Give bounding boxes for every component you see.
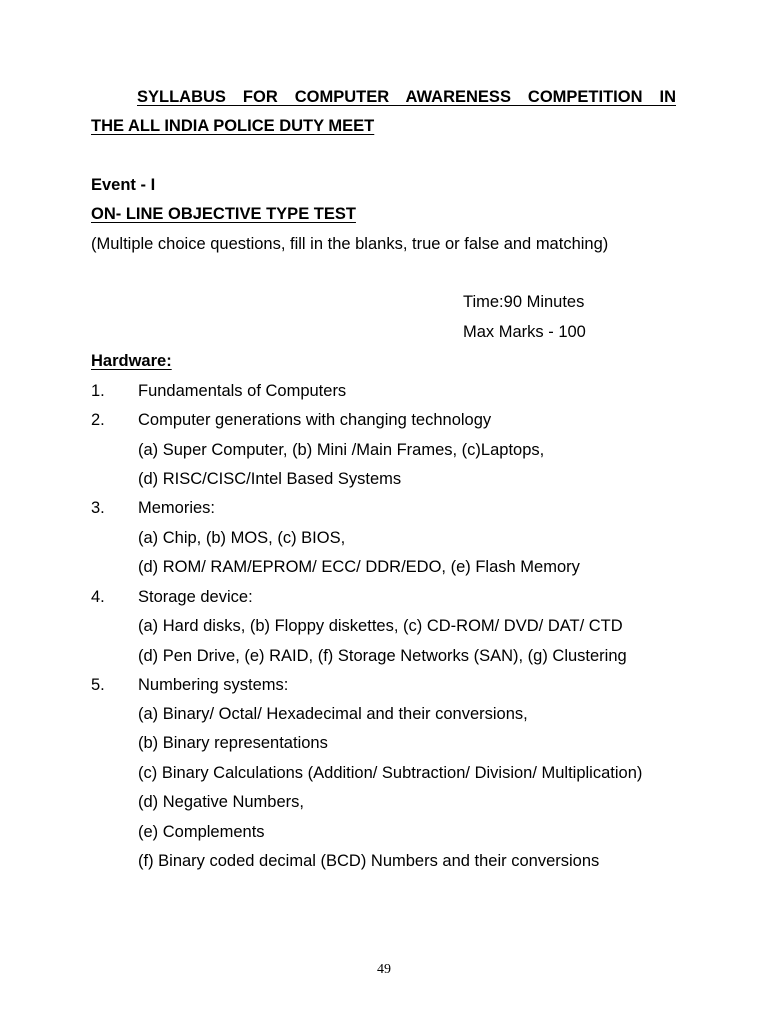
item-text: Numbering systems: bbox=[138, 676, 289, 694]
sub-item: (e) Complements bbox=[138, 823, 265, 841]
event-description: (Multiple choice questions, fill in the blanks, true or false and matching) bbox=[91, 235, 609, 253]
item-number: 1. bbox=[91, 382, 105, 400]
item-number: 2. bbox=[91, 411, 105, 429]
sub-item: (a) Super Computer, (b) Mini /Main Frames, (c)Laptops, bbox=[138, 441, 545, 459]
sub-item: (d) RISC/CISC/Intel Based Systems bbox=[138, 470, 402, 488]
sub-item: (d) Pen Drive, (e) RAID, (f) Storage Networks (SAN), (g) Clustering bbox=[138, 647, 627, 665]
section-heading: Hardware: bbox=[91, 352, 172, 370]
item-text: Computer generations with changing technology bbox=[138, 411, 492, 429]
sub-item: (a) Binary/ Octal/ Hexadecimal and their conversions, bbox=[138, 705, 528, 723]
max-marks-info: Max Marks - 100 bbox=[463, 323, 586, 341]
time-info: Time:90 Minutes bbox=[463, 293, 585, 311]
sub-item: (a) Chip, (b) MOS, (c) BIOS, bbox=[138, 529, 346, 547]
sub-item: (f) Binary coded decimal (BCD) Numbers and their conversions bbox=[138, 852, 600, 870]
sub-item: (b) Binary representations bbox=[138, 734, 328, 752]
sub-item: (c) Binary Calculations (Addition/ Subtraction/ Division/ Multiplication) bbox=[138, 764, 643, 782]
title-line-2: THE ALL INDIA POLICE DUTY MEET bbox=[91, 117, 375, 135]
item-number: 3. bbox=[91, 499, 105, 517]
event-label: Event - I bbox=[91, 176, 156, 194]
event-name: ON- LINE OBJECTIVE TYPE TEST bbox=[91, 205, 356, 223]
item-text: Memories: bbox=[138, 499, 216, 517]
page-number: 49 bbox=[377, 962, 391, 977]
sub-item: (d) Negative Numbers, bbox=[138, 793, 304, 811]
item-text: Fundamentals of Computers bbox=[138, 382, 347, 400]
title-line-1: SYLLABUS FOR COMPUTER AWARENESS COMPETITION IN bbox=[137, 88, 676, 106]
item-number: 5. bbox=[91, 676, 105, 694]
sub-item: (a) Hard disks, (b) Floppy diskettes, (c) CD-ROM/ DVD/ DAT/ CTD bbox=[138, 617, 623, 635]
sub-item: (d) ROM/ RAM/EPROM/ ECC/ DDR/EDO, (e) Flash Memory bbox=[138, 558, 580, 576]
item-text: Storage device: bbox=[138, 588, 253, 606]
item-number: 4. bbox=[91, 588, 105, 606]
